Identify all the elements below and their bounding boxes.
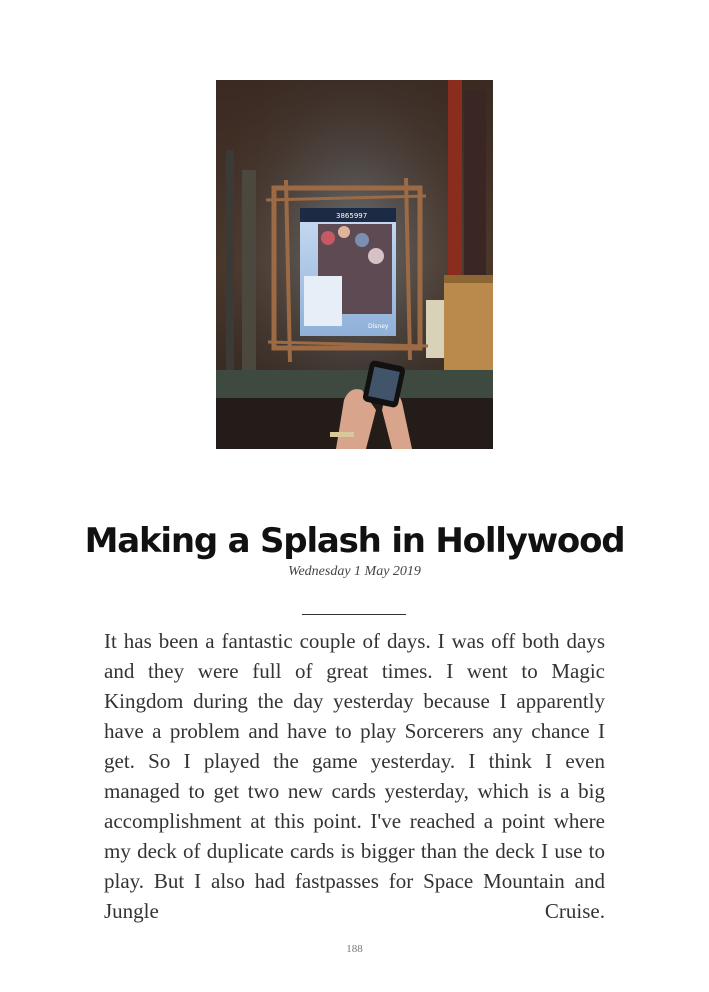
page-number: 188	[346, 943, 363, 955]
post-body: It has been a fantastic couple of days. I was off both days and they were full of great times. I went to Magic Kingdom during the day yesterday because I apparently have a problem and have to play Sorcerers any chance I get. So I played the game yesterday. I think I even managed to get two new cards yesterday, which is a big accomplishment at this point. I've reached a point where my deck of duplicate cards is bigger than the deck I use to play. But I also had fastpasses for Space Mountain and Jungle Cruise.	[104, 629, 605, 923]
post-date: Wednesday 1 May 2019	[288, 564, 421, 579]
screen-brand: Disney	[368, 323, 389, 330]
ride-photo-illustration	[216, 80, 493, 449]
post-photo	[216, 80, 493, 449]
screen-number: 3865997	[336, 212, 368, 220]
title-divider	[302, 614, 406, 615]
post-title: Making a Splash in Hollywood	[84, 521, 625, 561]
